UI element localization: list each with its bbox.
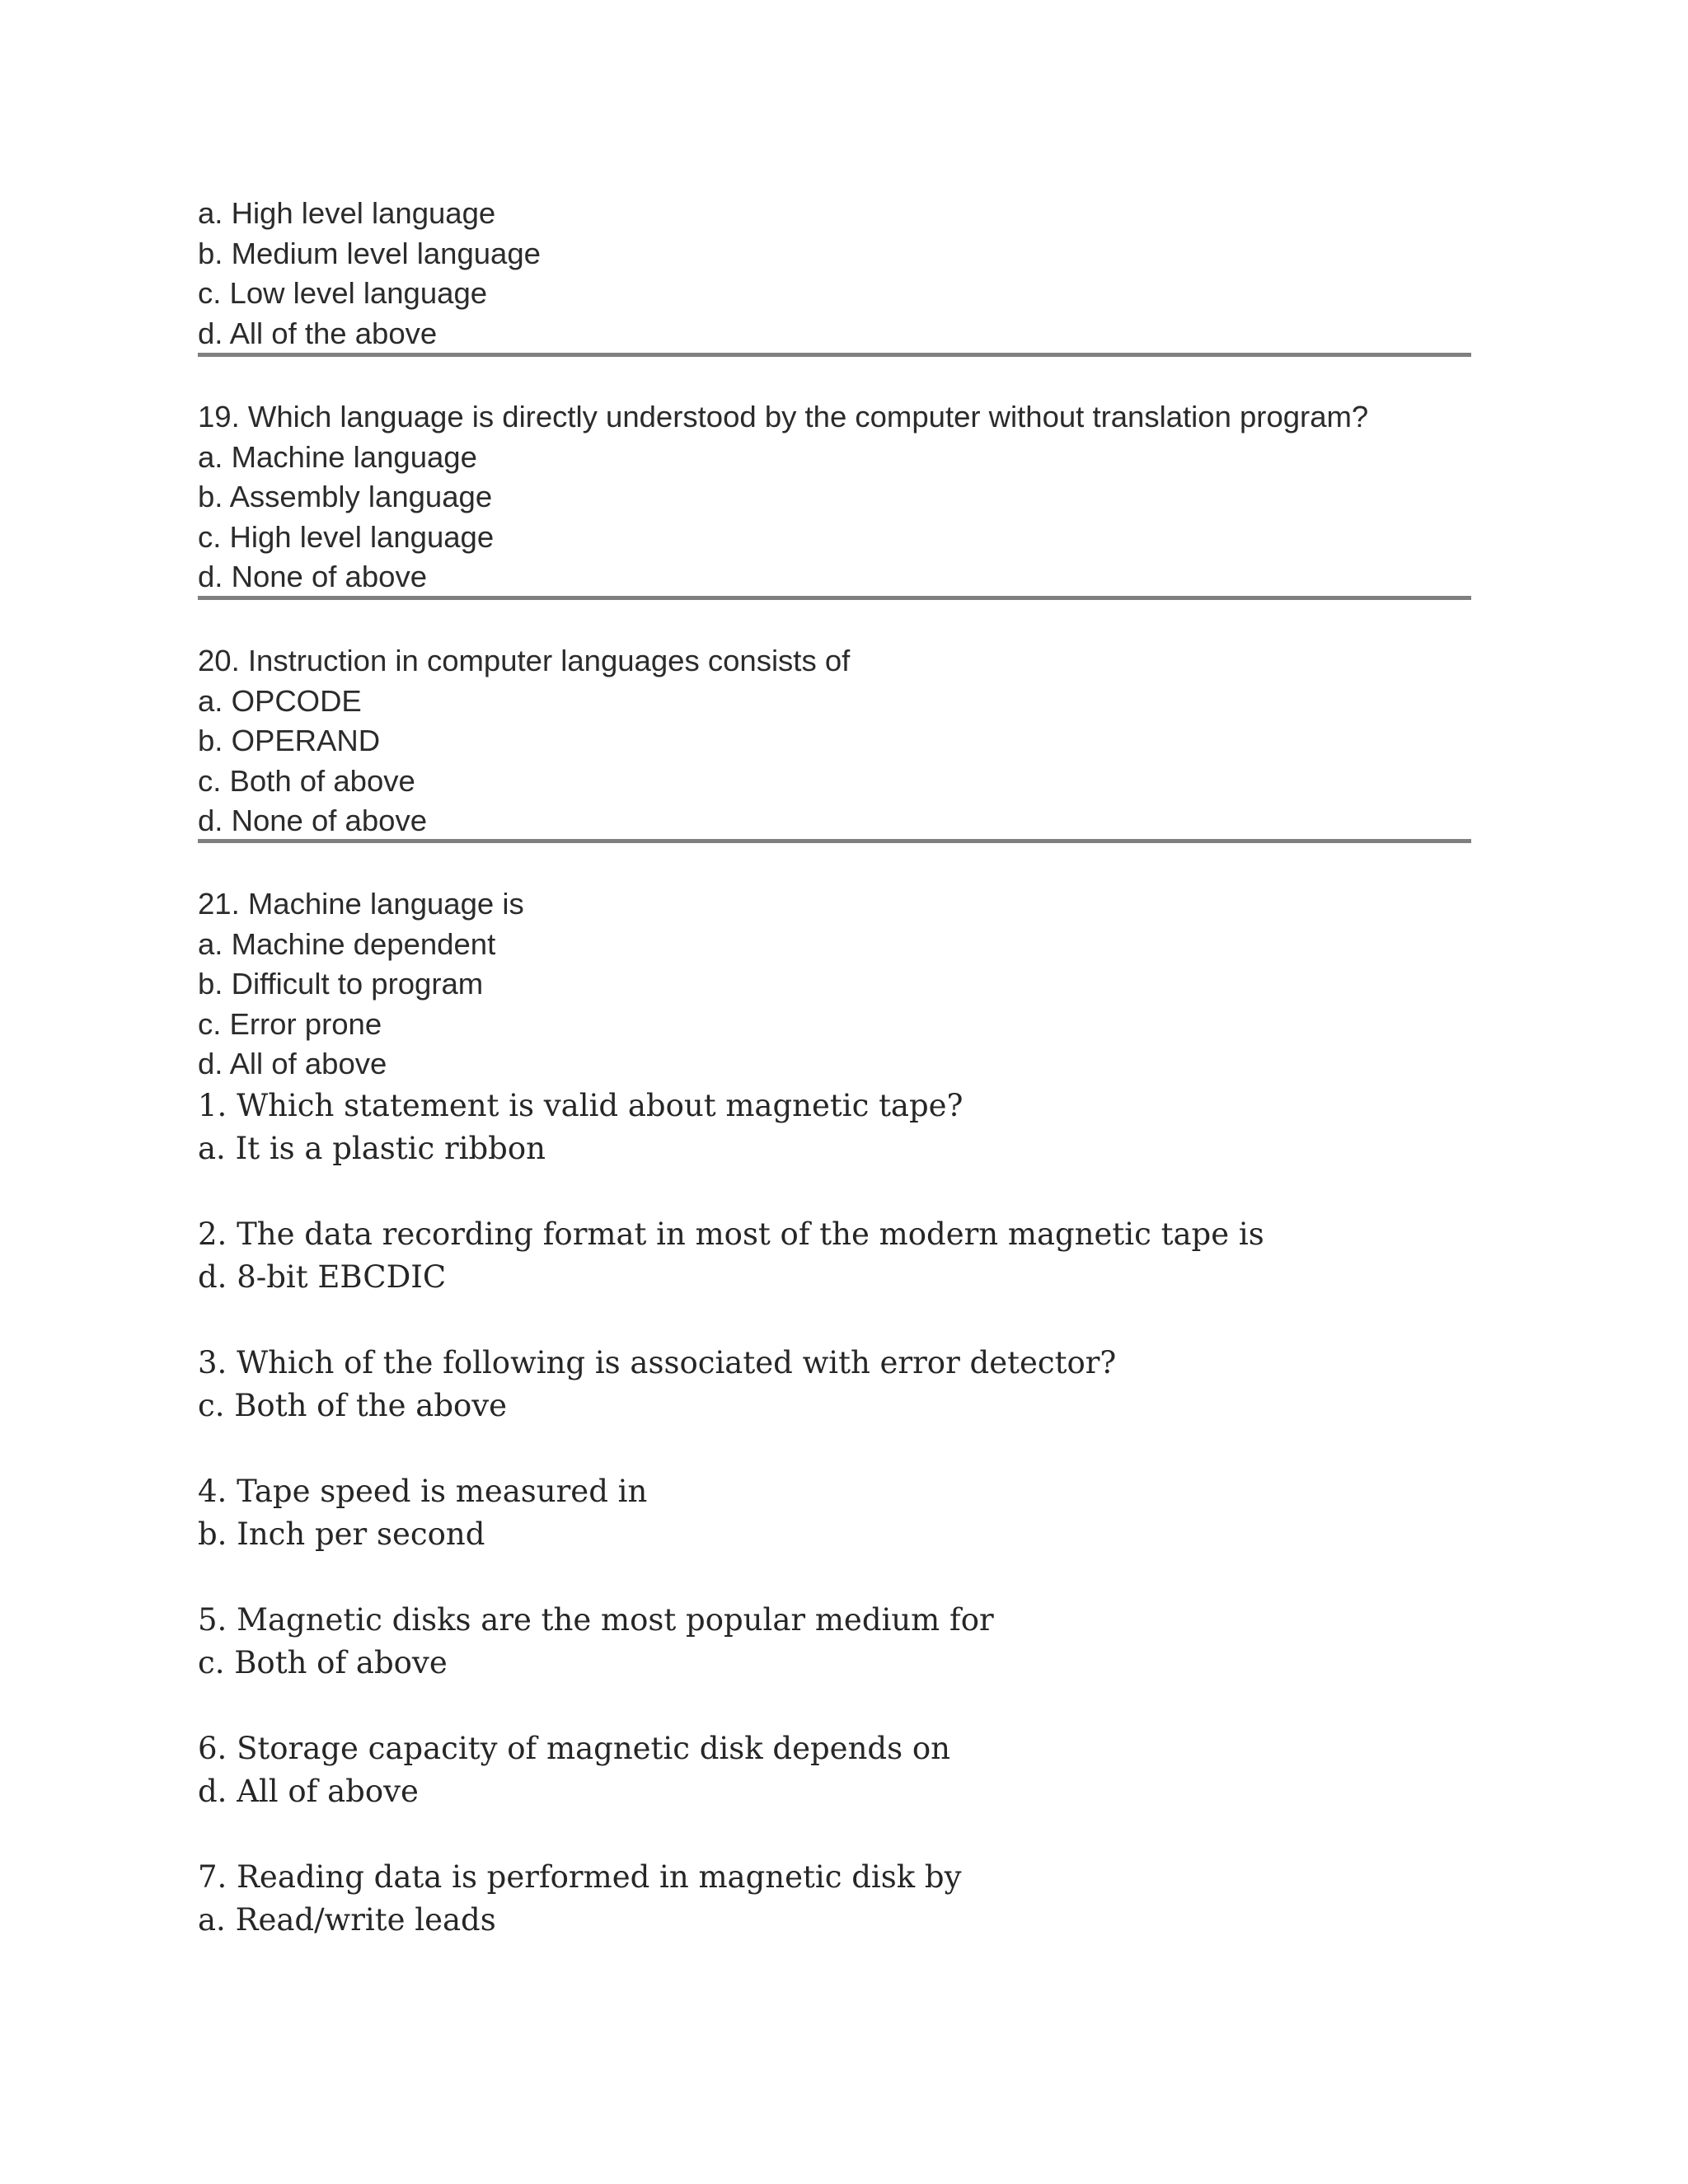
q19-option-b: b. Assembly language <box>198 480 493 514</box>
q18-option-b: b. Medium level language <box>198 236 541 270</box>
q19-option-d: d. None of above <box>198 560 428 594</box>
q19-option-c: c. High level language <box>198 519 495 554</box>
answer-question: 1. Which statement is valid about magnetic tape? <box>198 1088 964 1123</box>
answer-value: a. Read/write leads <box>198 1902 496 1938</box>
q20-option-a: a. OPCODE <box>198 683 362 718</box>
answer-value: c. Both of the above <box>198 1388 508 1423</box>
q21-option-b: b. Difficult to program <box>198 967 484 1001</box>
divider-rule <box>198 596 1471 600</box>
answer-question: 3. Which of the following is associated with error detector? <box>198 1345 1117 1380</box>
q19-option-a: a. Machine language <box>198 439 477 474</box>
q20-block <box>198 641 1471 841</box>
answer-value: a. It is a plastic ribbon <box>198 1131 546 1166</box>
q19-question: 19. Which language is directly understood by the computer without translation program? <box>198 400 1369 434</box>
q20-option-b: b. OPERAND <box>198 724 381 758</box>
q21-block <box>198 884 1471 1085</box>
q20-option-c: c. Both of above <box>198 763 415 798</box>
answer-question: 7. Reading data is performed in magnetic disk by <box>198 1859 962 1895</box>
divider-rule <box>198 839 1471 843</box>
answer-question: 4. Tape speed is measured in <box>198 1474 648 1509</box>
q20-question: 20. Instruction in computer languages consists of <box>198 644 851 677</box>
answer-question: 5. Magnetic disks are the most popular medium for <box>198 1602 994 1638</box>
q21-option-a: a. Machine dependent <box>198 926 496 961</box>
q18-options <box>198 194 1471 354</box>
answer-value: d. All of above <box>198 1774 419 1809</box>
answer-value: c. Both of above <box>198 1645 448 1680</box>
q18-option-d: d. All of the above <box>198 316 438 350</box>
q21-option-d: d. All of above <box>198 1047 387 1081</box>
q18-option-c: c. Low level language <box>198 276 488 311</box>
answer-question: 6. Storage capacity of magnetic disk depends on <box>198 1731 950 1766</box>
answer-key <box>198 1085 1471 1942</box>
divider-rule <box>198 353 1471 357</box>
q21-question: 21. Machine language is <box>198 887 524 921</box>
q20-option-d: d. None of above <box>198 804 428 838</box>
q21-option-c: c. Error prone <box>198 1006 382 1041</box>
answer-value: d. 8-bit EBCDIC <box>198 1259 447 1295</box>
answer-value: b. Inch per second <box>198 1516 485 1552</box>
q18-option-a: a. High level language <box>198 196 496 230</box>
q19-block <box>198 397 1471 598</box>
answer-question: 2. The data recording format in most of the modern magnetic tape is <box>198 1216 1264 1252</box>
